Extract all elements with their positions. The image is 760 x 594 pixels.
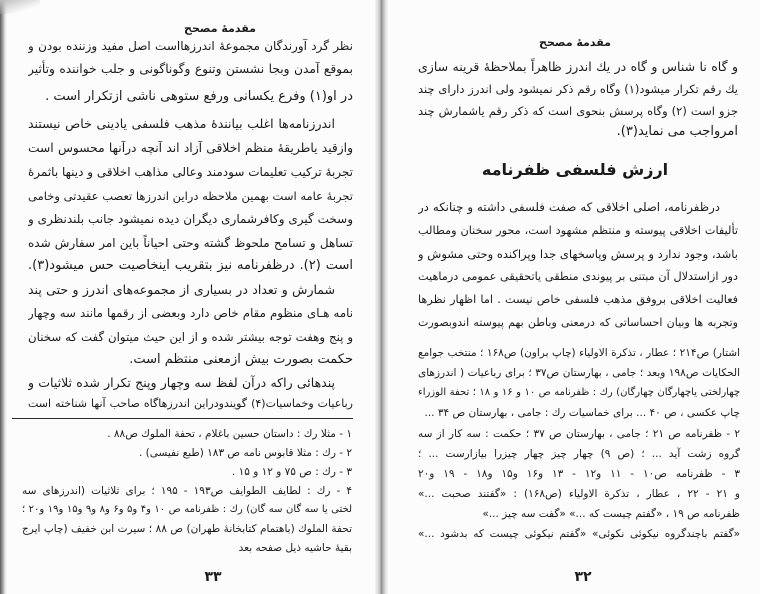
footnote-divider bbox=[12, 418, 353, 419]
footnote-line: چاپ عکسی ، ص ۴۰ ... برای خماسیات رك : جامی ، بهارستان ص ۳۴ ... bbox=[424, 407, 740, 419]
body-line: بموقع آمدن وبجا نشستن وتنوع وگوناگونی و جلب خواننده وتأثیر bbox=[28, 62, 353, 76]
left-page bbox=[0, 0, 377, 594]
body-line: دور ازاستدلال آن مبتنی بر پیوندی منطقی یاتحقیقی عمومی درماهیت bbox=[418, 270, 738, 283]
body-line: است (۲). درظفرنامه نیز بتقریب اینخاصیت حس میشود(۳). bbox=[28, 258, 353, 273]
body-line: و پنج وهفت توجه بیشتر شده و از این حیث میتوان گفت که سخنان bbox=[28, 330, 353, 344]
book-spine bbox=[375, 0, 389, 594]
footnote-line: لختی یا سه گان سه گان) رك : ظفرنامه ص ۱۰ و۴ و۵ و۶ و۸ و۹ و۱۵ و۱۹ و۲۰ ؛ bbox=[22, 504, 352, 515]
body-line: تألیفات اخلاقی پیوسته و منتظم مشهود است، محور سخنان ومطالب bbox=[418, 224, 738, 237]
running-header: مقدمهٔ مصحح bbox=[539, 36, 611, 49]
body-line: باشد، وجود ندارد و پرسش وپاسخهای جدا وپراکنده وحتی مشوش و bbox=[418, 247, 738, 261]
body-line: یك رقم تکرار میشود(۱) وگاه رقم ذکر نمیشود ولی اندرز دارای چند bbox=[418, 82, 738, 96]
body-line: نامه هـای منظوم مقام خاص دارد وبعضی از رقمها مانند سه وچهار bbox=[28, 306, 353, 320]
page-number: ۳۲ bbox=[574, 569, 592, 585]
body-line: پندهائی راکه درآن لفظ سه وچهار وپنج تکرار شده ثلاثیات و bbox=[28, 375, 335, 390]
footnote-line: گروه زشت آید ... ؛ (ص ۹) چهار چیز چهار چیزرا بیازارست ... ؛ bbox=[418, 448, 740, 460]
page-edge-shadow bbox=[0, 0, 7, 594]
body-line: تساهل و تسامح ملحوظ گشته وحتی احیاناً باین امر سفارش شده bbox=[28, 236, 353, 250]
body-line: درظفرنامه، اصلی اخلاقی که صفت فلسفی داشته و چنانکه در bbox=[418, 200, 720, 214]
footnote-continuation-note: بقیهٔ حاشیه ذیل صفحه بعد bbox=[238, 542, 352, 554]
footnote-line: تحفة الملوك (باهتمام کتابخانهٔ طهران) ص ۸۸ ؛ سیرت ابن خفیف (چاپ ایرج bbox=[22, 523, 352, 535]
footnote-line: الحکایات ص۱۹۸ وبعد ؛ جامی ، بهارستان ص۳۷ ؛ برای رباعیات ( اندرزهای bbox=[418, 367, 740, 379]
section-heading: ارزش فلسفی ظفرنامه bbox=[481, 160, 669, 179]
body-line: تجربهٔ ترکیب تعلیمات سودمند وعالی مذاهب اخلاقی و دینها باثمرهٔ bbox=[28, 165, 353, 179]
footnote-line: چهارلختی یاچهارگان چهارگان) رك : ظفرنامه ص ۱۰ و ۱۶ و ۱۸ ؛ تحفة الوزراء bbox=[418, 387, 740, 398]
body-line: در او(۱) وفرع یکسانی ورفع ستوهی ناشی ازتکرار است . bbox=[45, 89, 353, 104]
body-line: جزو است (۲) وگاه پرسش بنحوی است که ذکر رقم یاشمارش چند bbox=[418, 104, 738, 118]
body-line: اندرزنامه‌ها اغلب بیانندهٔ مذهب فلسفی یادینی خاص نیستند bbox=[28, 116, 335, 131]
footnote-line: ۲ - رك : مثلا قابوس نامه ص ۱۸۳ (طبع نفیسی) . bbox=[138, 447, 352, 459]
body-line: فعالیت اخلاقی بروفق مذهب فلسفی خاص نیست . اما اظهار نظرها bbox=[418, 293, 738, 306]
corner-shadow bbox=[0, 0, 40, 14]
page-number: ۳۳ bbox=[204, 569, 222, 585]
body-line: تجربهٔ عامه است بهمین ملاحظه دراین اندرزها تعصب عقیدتی وخامی bbox=[28, 189, 353, 203]
running-header: مقدمهٔ مصحح bbox=[184, 22, 256, 35]
footnote-line: «گفتم باچندگروه نیکوئی نکوئی» «گفتم نیکوئی چیست که بدشود ...» bbox=[418, 528, 740, 540]
footnote-line: و ۲۱ - ۲۲ ، عطار ، تذکرة الاولیاء (ص۱۶۸) : «گفتند صحبت ...» bbox=[418, 488, 740, 500]
footnote-line: ۲ - ظفرنامه ص ۲۱ ؛ جامی ، بهارستان ص ۳۷ ؛ حکمت : سه کار از سه bbox=[418, 428, 740, 440]
body-line: وتجربه ها وبیان احساساتی که درمعنی وباطن بهم پیوسته اندوبصورت bbox=[418, 316, 738, 329]
body-line: وسخت گیری وکافرشماری دیگران دیده نمیشود جانب بلندنظری و bbox=[28, 212, 353, 226]
body-line: و گاه نا شناس و گاه در یك اندرز ظاهراً بملاحظهٔ قرینه سازی bbox=[418, 59, 738, 74]
footnote-line: ۴ - رك : لطایف الطوایف ص۱۹۳ - ۱۹۵ ؛ برای ثلاثیات (اندرزهای سه bbox=[22, 485, 352, 497]
body-line: نظر گرد آورندگان مجموعهٔ اندرزهااست اصل مفید وزننده بودن و bbox=[28, 39, 353, 53]
footnote-line: اشتار) ص۲۱۴ ؛ عطار ، تذکرة الاولیاء (چاپ براون) ص۱۶۸ ؛ منتخب جوامع bbox=[418, 347, 740, 359]
footnote-line: ۳ - ظفرنامه ص۱۰ - ۱۱ و۱۲ - ۱۳ و۱۶ و۱۵ و۱۸ - ۱۹ و۲۰ bbox=[418, 468, 740, 480]
body-line: رباعیات وخماسیات(۴) گویندودراین اندرزهاگاه صاحب آنها شناخته است bbox=[28, 397, 353, 410]
body-line: وازقید یاطریقهٔ منظم اخلاقی آزاد اند آنچه درآنها محسوس است bbox=[28, 141, 353, 155]
footnote-line: ظفرنامه ص ۱۹ ، «گفتم چیست که ...» «گفت سه چیز ...» bbox=[482, 508, 740, 520]
footnote-line: ۱ - مثلا رك : داستان حسین باغلام ، تحفة الملوك ص۸۸ . bbox=[107, 428, 352, 440]
body-line: امرواجب می نماید(۳). bbox=[616, 124, 738, 139]
body-line: شمارش و تعداد در بسیاری از مجموعه‌های اندرز و حتی پند bbox=[28, 282, 335, 297]
footnote-line: ۳ - رك : ص ۷۵ و ۱۲ و ۱۵ . bbox=[231, 466, 352, 478]
body-line: حکمت بصورت بیش ازمعنی منتظم است. bbox=[129, 352, 353, 367]
